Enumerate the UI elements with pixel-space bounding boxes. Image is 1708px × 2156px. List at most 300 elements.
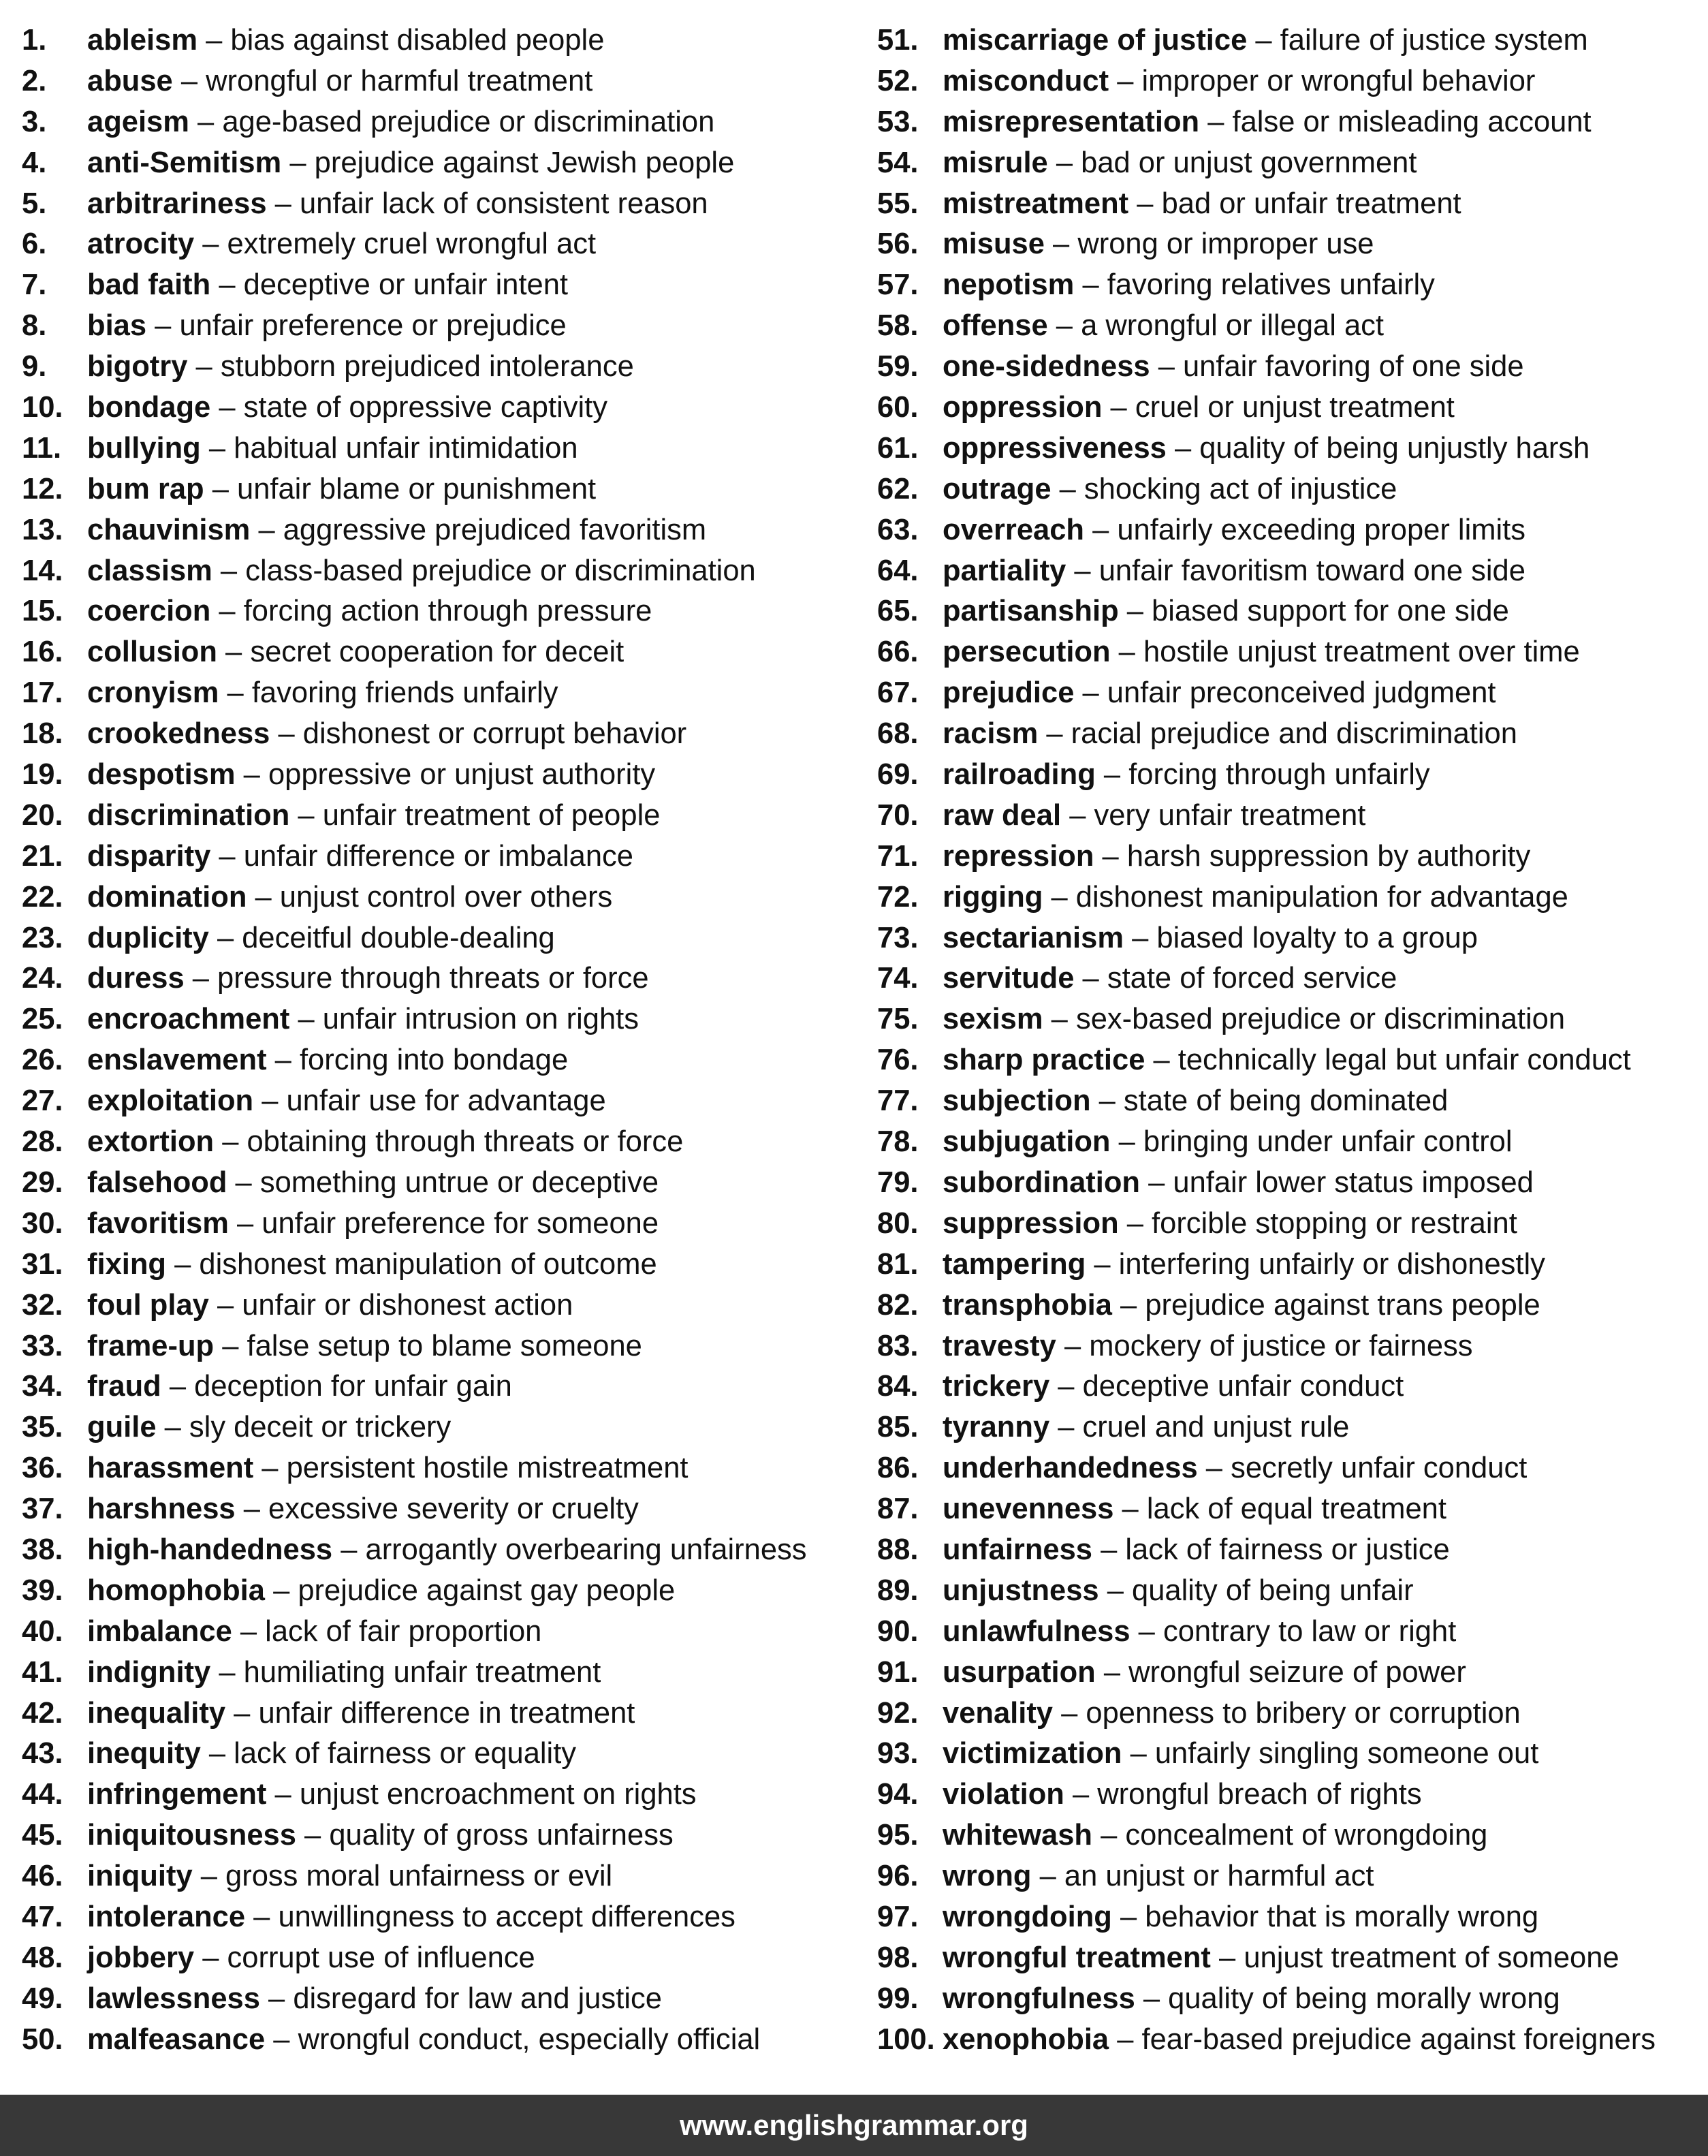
item-term: arbitrariness (87, 187, 267, 220)
list-item (877, 591, 1694, 632)
item-separator: – (220, 554, 238, 587)
item-definition: unfair lack of consistent reason (299, 187, 708, 220)
item-number: 48. (22, 1941, 63, 1974)
item-definition: lack of fair proportion (265, 1614, 542, 1648)
item-separator: – (243, 758, 260, 792)
item-term: atrocity (87, 228, 195, 261)
list-item (22, 591, 859, 632)
item-term: encroachment (87, 1003, 290, 1036)
item-separator: – (169, 1370, 187, 1403)
list-item (877, 673, 1694, 714)
item-definition: technically legal but unfair conduct (1177, 1044, 1631, 1077)
item-definition: prejudice against Jewish people (314, 146, 735, 179)
item-term: misrule (943, 146, 1048, 179)
item-term: repression (943, 839, 1094, 873)
list-item (22, 999, 859, 1040)
item-term: subjugation (943, 1125, 1111, 1159)
list-item (22, 1366, 859, 1407)
list-item (22, 958, 859, 999)
item-definition: contrary to law or right (1163, 1614, 1457, 1648)
item-number: 58. (877, 309, 919, 343)
item-term: intolerance (87, 1900, 246, 1933)
item-separator: – (1103, 1655, 1121, 1689)
list-item (877, 306, 1694, 347)
item-number: 60. (877, 391, 919, 424)
item-number: 56. (877, 228, 919, 261)
item-definition: lack of fairness or equality (234, 1737, 577, 1770)
item-definition: wrong or improper use (1077, 228, 1374, 261)
item-term: jobbery (87, 1941, 195, 1974)
item-number: 43. (22, 1737, 63, 1770)
item-number: 44. (22, 1778, 63, 1811)
item-separator: – (202, 228, 219, 261)
item-term: ageism (87, 105, 189, 138)
item-number: 93. (877, 1737, 919, 1770)
list-item (22, 20, 859, 61)
item-separator: – (1061, 1696, 1078, 1730)
item-number: 57. (877, 268, 919, 302)
list-item (22, 1775, 859, 1815)
item-number: 84. (877, 1370, 919, 1403)
item-definition: cruel or unjust treatment (1135, 391, 1455, 424)
item-number: 20. (22, 798, 63, 832)
item-number: 10. (22, 391, 63, 424)
item-term: subjection (943, 1084, 1091, 1118)
item-separator: – (200, 1860, 217, 1893)
list-item (877, 1448, 1694, 1489)
item-number: 7. (22, 268, 47, 302)
item-definition: unfair lower status imposed (1173, 1166, 1534, 1199)
item-separator: – (1255, 24, 1272, 57)
right-column (877, 20, 1694, 2061)
item-number: 78. (877, 1125, 919, 1159)
item-term: oppression (943, 391, 1103, 424)
item-definition: secret cooperation for deceit (250, 636, 624, 669)
item-separator: – (217, 1288, 234, 1322)
list-item (22, 469, 859, 510)
item-number: 21. (22, 839, 63, 873)
item-term: trickery (943, 1370, 1050, 1403)
item-separator: – (1074, 554, 1091, 587)
item-number: 87. (877, 1493, 919, 1526)
list-item (877, 1122, 1694, 1163)
item-number: 24. (22, 962, 63, 995)
list-item (877, 999, 1694, 1040)
item-definition: forcible stopping or restraint (1152, 1206, 1517, 1240)
item-definition: pressure through threats or force (217, 962, 649, 995)
item-definition: openness to bribery or corruption (1086, 1696, 1521, 1730)
list-item (22, 265, 859, 306)
item-term: usurpation (943, 1655, 1096, 1689)
item-term: fixing (87, 1247, 166, 1281)
item-separator: – (1046, 717, 1063, 751)
item-term: inequality (87, 1696, 226, 1730)
list-item (877, 1530, 1694, 1571)
item-separator: – (1058, 1370, 1075, 1403)
item-term: foul play (87, 1288, 209, 1322)
list-item (22, 1897, 859, 1938)
item-separator: – (227, 676, 244, 710)
list-item (877, 1775, 1694, 1815)
item-number: 30. (22, 1206, 63, 1240)
item-term: servitude (943, 962, 1075, 995)
item-term: falsehood (87, 1166, 227, 1199)
list-item (22, 102, 859, 143)
item-term: violation (943, 1778, 1064, 1811)
item-number: 47. (22, 1900, 63, 1933)
item-separator: – (222, 1125, 239, 1159)
item-term: oppressiveness (943, 431, 1167, 465)
item-number: 55. (877, 187, 919, 220)
item-number: 29. (22, 1166, 63, 1199)
item-number: 81. (877, 1247, 919, 1281)
item-definition: an unjust or harmful act (1064, 1860, 1374, 1893)
item-separator: – (1219, 1941, 1236, 1974)
item-term: duplicity (87, 921, 209, 954)
list-item (877, 1856, 1694, 1897)
item-definition: fear-based prejudice against foreigners (1141, 2022, 1656, 2056)
item-term: nepotism (943, 268, 1075, 302)
list-item (877, 632, 1694, 673)
item-separator: – (1056, 146, 1073, 179)
item-definition: extremely cruel wrongful act (227, 228, 597, 261)
list-item (877, 224, 1694, 265)
list-item (22, 755, 859, 796)
item-number: 54. (877, 146, 919, 179)
item-separator: – (1056, 309, 1073, 343)
item-term: raw deal (943, 798, 1062, 832)
item-definition: dishonest or corrupt behavior (302, 717, 687, 751)
item-number: 25. (22, 1003, 63, 1036)
item-separator: – (1107, 1574, 1124, 1607)
item-term: sectarianism (943, 921, 1124, 954)
item-definition: improper or wrongful behavior (1141, 64, 1536, 97)
item-separator: – (1064, 1329, 1081, 1362)
item-term: guile (87, 1411, 157, 1444)
item-definition: unjust treatment of someone (1244, 1941, 1619, 1974)
item-term: tyranny (943, 1411, 1050, 1444)
list-item (877, 1815, 1694, 1856)
item-separator: – (180, 64, 198, 97)
item-separator: – (1143, 1982, 1160, 2015)
item-number: 73. (877, 921, 919, 954)
item-number: 64. (877, 554, 919, 587)
item-term: wrongdoing (943, 1900, 1112, 1933)
item-separator: – (1130, 1737, 1147, 1770)
item-number: 80. (877, 1206, 919, 1240)
item-term: sharp practice (943, 1044, 1145, 1077)
item-separator: – (222, 1329, 239, 1362)
list-item (22, 837, 859, 877)
item-term: crookedness (87, 717, 270, 751)
item-definition: forcing action through pressure (243, 595, 652, 628)
list-item (877, 388, 1694, 428)
list-item (22, 1326, 859, 1367)
item-definition: something untrue or deceptive (259, 1166, 659, 1199)
item-number: 50. (22, 2022, 63, 2056)
item-number: 89. (877, 1574, 919, 1607)
list-item (877, 1081, 1694, 1122)
item-separator: – (268, 1982, 285, 2015)
item-number: 19. (22, 758, 63, 792)
item-term: unevenness (943, 1493, 1114, 1526)
item-number: 66. (877, 636, 919, 669)
item-term: unjustness (943, 1574, 1099, 1607)
item-term: chauvinism (87, 513, 251, 546)
item-term: miscarriage of justice (943, 24, 1248, 57)
item-definition: unwillingness to accept differences (278, 1900, 736, 1933)
item-definition: bringing under unfair control (1143, 1125, 1513, 1159)
item-separator: – (273, 1574, 290, 1607)
list-item (22, 1734, 859, 1775)
item-definition: unfair preference or prejudice (179, 309, 567, 343)
item-term: one-sidedness (943, 350, 1150, 384)
list-item (877, 469, 1694, 510)
item-separator: – (1120, 1288, 1137, 1322)
list-item (877, 1571, 1694, 1612)
item-number: 99. (877, 1982, 919, 2015)
item-term: harassment (87, 1452, 254, 1485)
list-item (22, 143, 859, 184)
item-term: travesty (943, 1329, 1056, 1362)
item-separator: – (219, 391, 236, 424)
item-term: homophobia (87, 1574, 265, 1607)
item-term: bigotry (87, 350, 188, 384)
item-separator: – (208, 1737, 226, 1770)
item-number: 6. (22, 228, 47, 261)
item-separator: – (1117, 64, 1134, 97)
item-definition: class-based prejudice or discrimination (245, 554, 756, 587)
item-separator: – (237, 1206, 254, 1240)
item-number: 41. (22, 1655, 63, 1689)
item-definition: disregard for law and justice (293, 1982, 662, 2015)
item-definition: sly deceit or trickery (189, 1411, 452, 1444)
list-item (877, 1734, 1694, 1775)
list-item (877, 347, 1694, 388)
item-separator: – (1053, 228, 1070, 261)
item-number: 96. (877, 1860, 919, 1893)
item-definition: hostile unjust treatment over time (1143, 636, 1580, 669)
list-item (877, 1245, 1694, 1285)
item-definition: behavior that is morally wrong (1145, 1900, 1539, 1933)
list-item (22, 1448, 859, 1489)
item-term: imbalance (87, 1614, 232, 1648)
list-item (877, 1693, 1694, 1734)
item-separator: – (1126, 1206, 1143, 1240)
item-term: whitewash (943, 1819, 1092, 1852)
item-term: indignity (87, 1655, 211, 1689)
item-number: 27. (22, 1084, 63, 1118)
item-number: 97. (877, 1900, 919, 1933)
list-item (22, 1489, 859, 1530)
item-number: 40. (22, 1614, 63, 1648)
item-number: 11. (22, 431, 62, 465)
item-definition: unfair difference in treatment (258, 1696, 635, 1730)
item-number: 49. (22, 1982, 63, 2015)
list-item (877, 1489, 1694, 1530)
list-item (22, 428, 859, 469)
item-separator: – (243, 1493, 260, 1526)
list-item (22, 632, 859, 673)
list-item (877, 1407, 1694, 1448)
item-number: 2. (22, 64, 47, 97)
item-separator: – (1051, 880, 1068, 913)
list-item (877, 1285, 1694, 1326)
list-item (22, 1204, 859, 1245)
item-number: 59. (877, 350, 919, 384)
item-separator: – (219, 839, 236, 873)
item-separator: – (202, 1941, 219, 1974)
item-definition: age-based prejudice or discrimination (222, 105, 715, 138)
item-separator: – (1132, 921, 1149, 954)
item-separator: – (1039, 1860, 1056, 1893)
item-number: 76. (877, 1044, 919, 1077)
item-number: 46. (22, 1860, 63, 1893)
item-separator: – (1120, 1900, 1137, 1933)
list-item (22, 918, 859, 959)
item-definition: deception for unfair gain (194, 1370, 512, 1403)
list-item (877, 1612, 1694, 1653)
item-term: disparity (87, 839, 211, 873)
list-item (877, 958, 1694, 999)
item-number: 82. (877, 1288, 919, 1322)
item-number: 91. (877, 1655, 919, 1689)
item-definition: bad or unjust government (1081, 146, 1417, 179)
item-term: unlawfulness (943, 1614, 1130, 1648)
item-number: 22. (22, 880, 63, 913)
item-separator: – (1148, 1166, 1165, 1199)
list-item (877, 61, 1694, 102)
item-term: mistreatment (943, 187, 1129, 220)
item-term: xenophobia (943, 2022, 1109, 2056)
item-number: 53. (877, 105, 919, 138)
item-term: high-handedness (87, 1533, 333, 1566)
item-separator: – (1098, 1084, 1116, 1118)
item-number: 63. (877, 513, 919, 546)
item-term: coercion (87, 595, 211, 628)
item-number: 68. (877, 717, 919, 751)
item-definition: quality of gross unfairness (329, 1819, 674, 1852)
item-term: partisanship (943, 595, 1119, 628)
item-definition: unfair preference for someone (262, 1206, 659, 1240)
item-separator: – (1103, 758, 1121, 792)
item-separator: – (219, 1655, 236, 1689)
item-definition: false or misleading account (1232, 105, 1592, 138)
list-item (877, 510, 1694, 551)
item-number: 67. (877, 676, 919, 710)
list-item (22, 306, 859, 347)
item-separator: – (1059, 472, 1076, 505)
item-definition: bad or unfair treatment (1161, 187, 1461, 220)
item-number: 16. (22, 636, 63, 669)
list-item (877, 1204, 1694, 1245)
item-separator: – (258, 513, 275, 546)
list-item (22, 347, 859, 388)
item-term: partiality (943, 554, 1066, 587)
item-definition: wrongful breach of rights (1097, 1778, 1422, 1811)
item-term: collusion (87, 636, 217, 669)
item-separator: – (164, 1411, 181, 1444)
list-item (877, 755, 1694, 796)
item-separator: – (195, 350, 212, 384)
item-term: duress (87, 962, 185, 995)
item-term: iniquitousness (87, 1819, 296, 1852)
item-term: bias (87, 309, 147, 343)
item-definition: lack of equal treatment (1146, 1493, 1446, 1526)
item-term: anti-Semitism (87, 146, 282, 179)
item-definition: unfair preconceived judgment (1107, 676, 1496, 710)
item-definition: unfair difference or imbalance (243, 839, 633, 873)
list-item (877, 877, 1694, 918)
item-separator: – (253, 1900, 270, 1933)
item-term: enslavement (87, 1044, 267, 1077)
list-item (22, 1285, 859, 1326)
item-definition: gross moral unfairness or evil (225, 1860, 613, 1893)
item-separator: – (255, 880, 272, 913)
item-term: venality (943, 1696, 1053, 1730)
item-number: 70. (877, 798, 919, 832)
item-definition: unfair use for advantage (286, 1084, 606, 1118)
item-definition: forcing into bondage (299, 1044, 569, 1077)
item-definition: lack of fairness or justice (1125, 1533, 1450, 1566)
item-definition: wrongful conduct, especially official (298, 2022, 761, 2056)
item-separator: – (278, 717, 295, 751)
item-definition: biased support for one side (1152, 595, 1509, 628)
item-term: prejudice (943, 676, 1075, 710)
list-item (877, 796, 1694, 837)
list-item (22, 714, 859, 755)
item-number: 51. (877, 24, 919, 57)
list-item (877, 918, 1694, 959)
item-number: 32. (22, 1288, 63, 1322)
item-separator: – (1069, 798, 1086, 832)
list-item (877, 1979, 1694, 2020)
item-definition: state of forced service (1107, 962, 1397, 995)
list-item (22, 1938, 859, 1979)
item-separator: – (174, 1247, 191, 1281)
item-term: bad faith (87, 268, 211, 302)
item-definition: corrupt use of influence (227, 1941, 535, 1974)
item-number: 17. (22, 676, 63, 710)
item-number: 79. (877, 1166, 919, 1199)
list-item (877, 837, 1694, 877)
item-term: underhandedness (943, 1452, 1198, 1485)
item-term: railroading (943, 758, 1096, 792)
item-definition: harsh suppression by authority (1126, 839, 1531, 873)
item-definition: false setup to blame someone (247, 1329, 642, 1362)
list-item (22, 1245, 859, 1285)
item-number: 83. (877, 1329, 919, 1362)
item-number: 100. (877, 2022, 935, 2056)
item-number: 94. (877, 1778, 919, 1811)
item-term: overreach (943, 513, 1084, 546)
item-definition: biased loyalty to a group (1156, 921, 1478, 954)
list-item (22, 1081, 859, 1122)
item-term: cronyism (87, 676, 219, 710)
item-number: 65. (877, 595, 919, 628)
list-item (877, 551, 1694, 592)
item-term: classism (87, 554, 212, 587)
item-separator: – (1117, 2022, 1134, 2056)
item-separator: – (1205, 1452, 1222, 1485)
item-number: 36. (22, 1452, 63, 1485)
item-definition: forcing through unfairly (1128, 758, 1430, 792)
item-separator: – (1094, 1247, 1111, 1281)
item-term: misconduct (943, 64, 1109, 97)
item-separator: – (240, 1614, 257, 1648)
item-definition: unfair or dishonest action (242, 1288, 573, 1322)
item-definition: excessive severity or cruelty (268, 1493, 639, 1526)
